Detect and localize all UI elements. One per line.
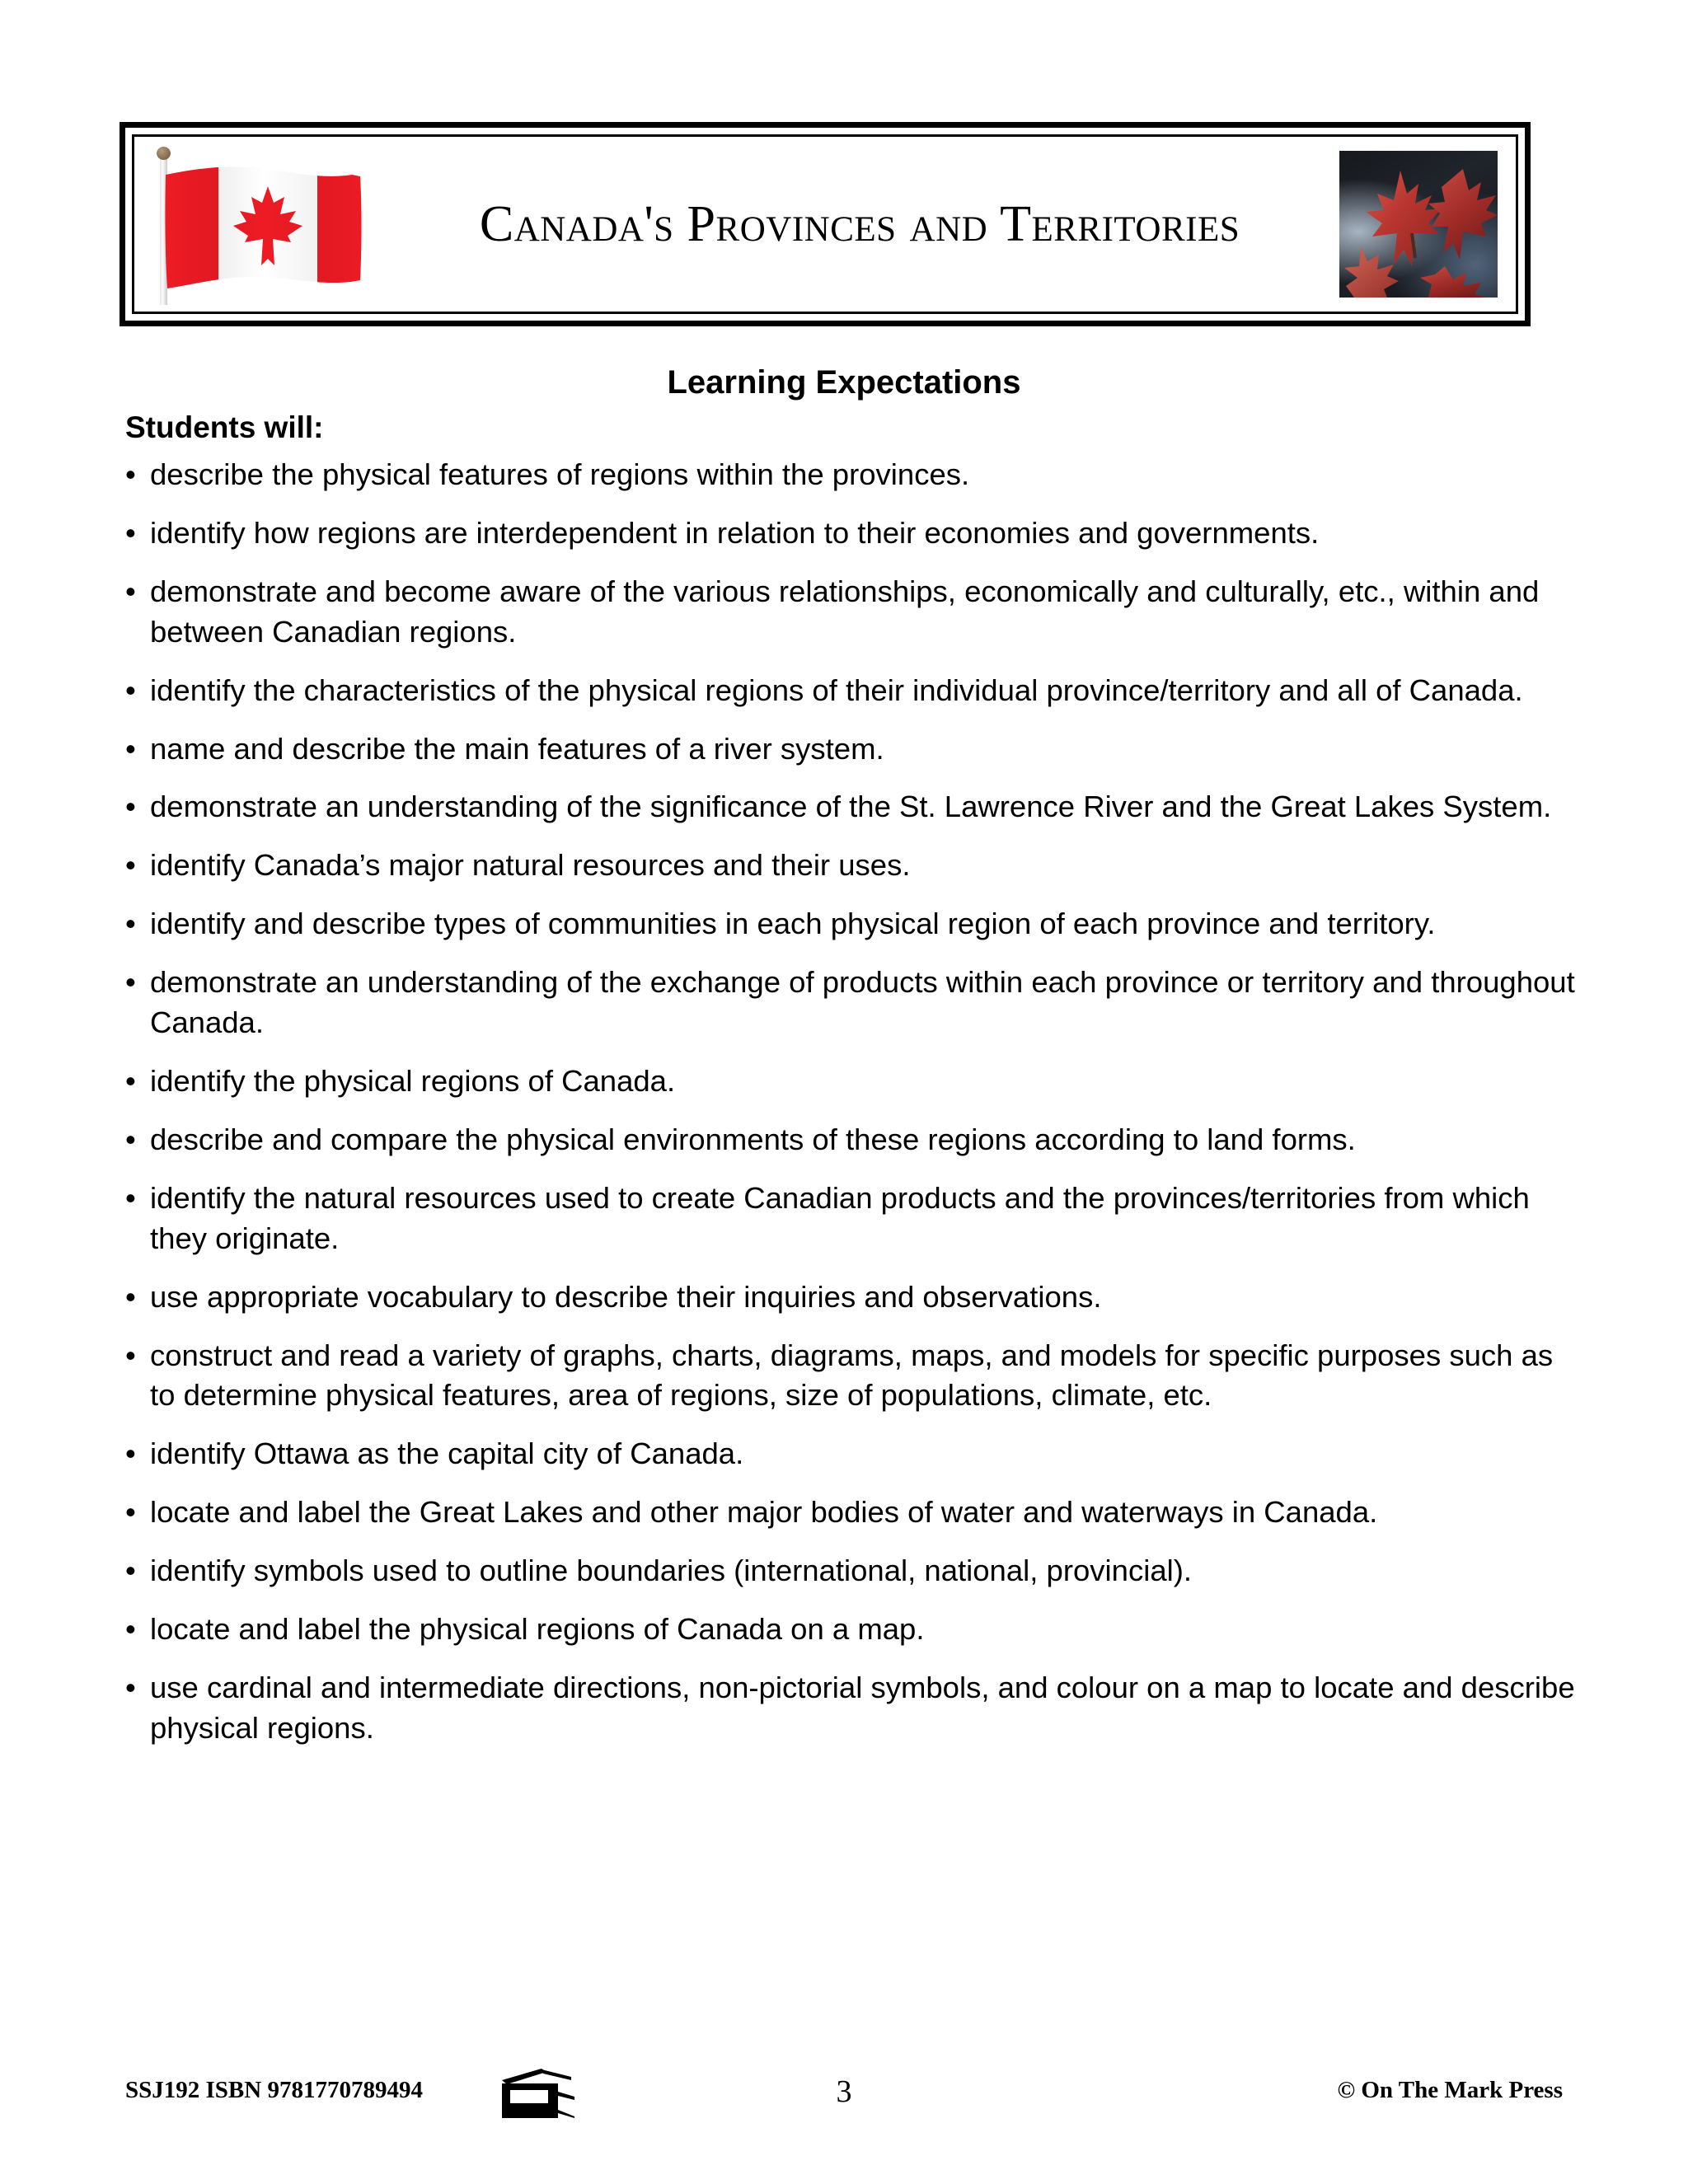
list-item (125, 1277, 1576, 1318)
flag-banner-shape (164, 163, 372, 293)
list-item (125, 1610, 1576, 1650)
list-item-text: demonstrate an understanding of the significance of the St. Lawrence River and the Great Lakes System. (150, 790, 1552, 824)
list-item-text: identify the physical regions of Canada. (150, 1063, 676, 1098)
list-item-text: identify symbols used to outline boundaries (international, national, provincial). (150, 1554, 1193, 1588)
header-banner-inner-border (132, 134, 1518, 314)
bullet-point-icon: • (125, 515, 136, 550)
list-item (125, 671, 1576, 711)
list-item-text: locate and label the Great Lakes and other major bodies of water and waterways in Canada. (150, 1495, 1378, 1530)
bullet-point-icon: • (125, 731, 136, 766)
list-item (125, 572, 1576, 653)
list-item-text: use appropriate vocabulary to describe their inquiries and observations. (150, 1279, 1102, 1314)
bullet-point-icon: • (125, 457, 136, 491)
list-item (125, 1434, 1576, 1474)
list-item (125, 1179, 1576, 1259)
list-item-text: demonstrate and become aware of the various relationships, economically and culturally, etc., within and between Canadian regions. (150, 574, 1540, 649)
list-item (125, 455, 1576, 495)
page-number: 3 (836, 2074, 852, 2109)
bullet-point-icon: • (125, 1670, 136, 1704)
banner-title: Canada's Provinces and Territories (479, 196, 1240, 252)
list-item-text: identify the characteristics of the physical regions of their individual province/territory and all of Canada. (150, 673, 1523, 707)
bullet-point-icon: • (125, 574, 136, 608)
bullet-point-icon: • (125, 1495, 136, 1530)
list-item-text: construct and read a variety of graphs, charts, diagrams, maps, and models for specific purposes such as to determine physical features, area of regions, size of populations, climate, etc. (150, 1338, 1554, 1413)
header-content (134, 137, 1516, 312)
list-item (125, 1551, 1576, 1591)
bullet-point-icon: • (125, 1063, 136, 1098)
list-item-text: identify and describe types of communities in each physical region of each province and territory. (150, 907, 1436, 941)
bullet-point-icon: • (125, 965, 136, 1000)
bullet-point-icon: • (125, 1338, 136, 1372)
lead-in-text: Students will: (125, 410, 324, 444)
bullet-point-icon: • (125, 673, 136, 707)
list-item (125, 1493, 1576, 1533)
list-item-text: locate and label the physical regions of Canada on a map. (150, 1612, 925, 1647)
list-item-text: describe and compare the physical environments of these regions according to land forms. (150, 1122, 1356, 1156)
bullet-point-icon: • (125, 1612, 136, 1647)
list-item (125, 1062, 1576, 1102)
maple-leaves-photo (1339, 151, 1498, 298)
list-item (125, 1668, 1576, 1749)
list-item (125, 513, 1576, 554)
bullet-point-icon: • (125, 907, 136, 941)
list-item-text: identify Ottawa as the capital city of Canada. (150, 1436, 744, 1471)
list-item (125, 963, 1576, 1043)
list-item-text: use cardinal and intermediate directions, non-pictorial symbols, and colour on a map to locate and describe physical regions. (150, 1670, 1575, 1745)
page-title: Learning Expectations (667, 364, 1021, 401)
bullet-point-icon: • (125, 1436, 136, 1471)
bullet-point-icon: • (125, 1554, 136, 1588)
bullet-point-icon: • (125, 1180, 136, 1215)
isbn-text: SSJ192 ISBN 9781770789494 (125, 2077, 423, 2103)
copyright-notice: © On The Mark Press (1337, 2077, 1563, 2103)
maple-leaves-graphic (1339, 151, 1498, 298)
list-item (125, 1336, 1576, 1417)
list-item-text: name and describe the main features of a river system. (150, 731, 884, 766)
list-item-text: identify the natural resources used to create Canadian products and the provinces/territories from which they originate. (150, 1180, 1530, 1255)
list-item (125, 729, 1576, 770)
bullet-point-icon: • (125, 790, 136, 824)
flag-finial (157, 147, 171, 160)
header-banner (120, 122, 1531, 326)
list-item-text: identify Canada’s major natural resources and their uses. (150, 848, 911, 883)
list-item-text: describe the physical features of regions within the provinces. (150, 457, 970, 491)
bullet-point-icon: • (125, 1279, 136, 1314)
bullet-point-icon: • (125, 1122, 136, 1156)
list-item-text: demonstrate an understanding of the exchange of products within each province or territory and throughout Canada. (150, 965, 1575, 1040)
list-item-text: identify how regions are interdependent in relation to their economies and governments. (150, 515, 1320, 550)
bullet-point-icon: • (125, 848, 136, 883)
page-footer (125, 2067, 1563, 2125)
list-item (125, 904, 1576, 944)
list-item (125, 846, 1576, 886)
learning-expectations-list (125, 455, 1576, 1767)
canadian-flag-icon (146, 142, 385, 307)
list-item (125, 1120, 1576, 1160)
list-item (125, 787, 1576, 827)
